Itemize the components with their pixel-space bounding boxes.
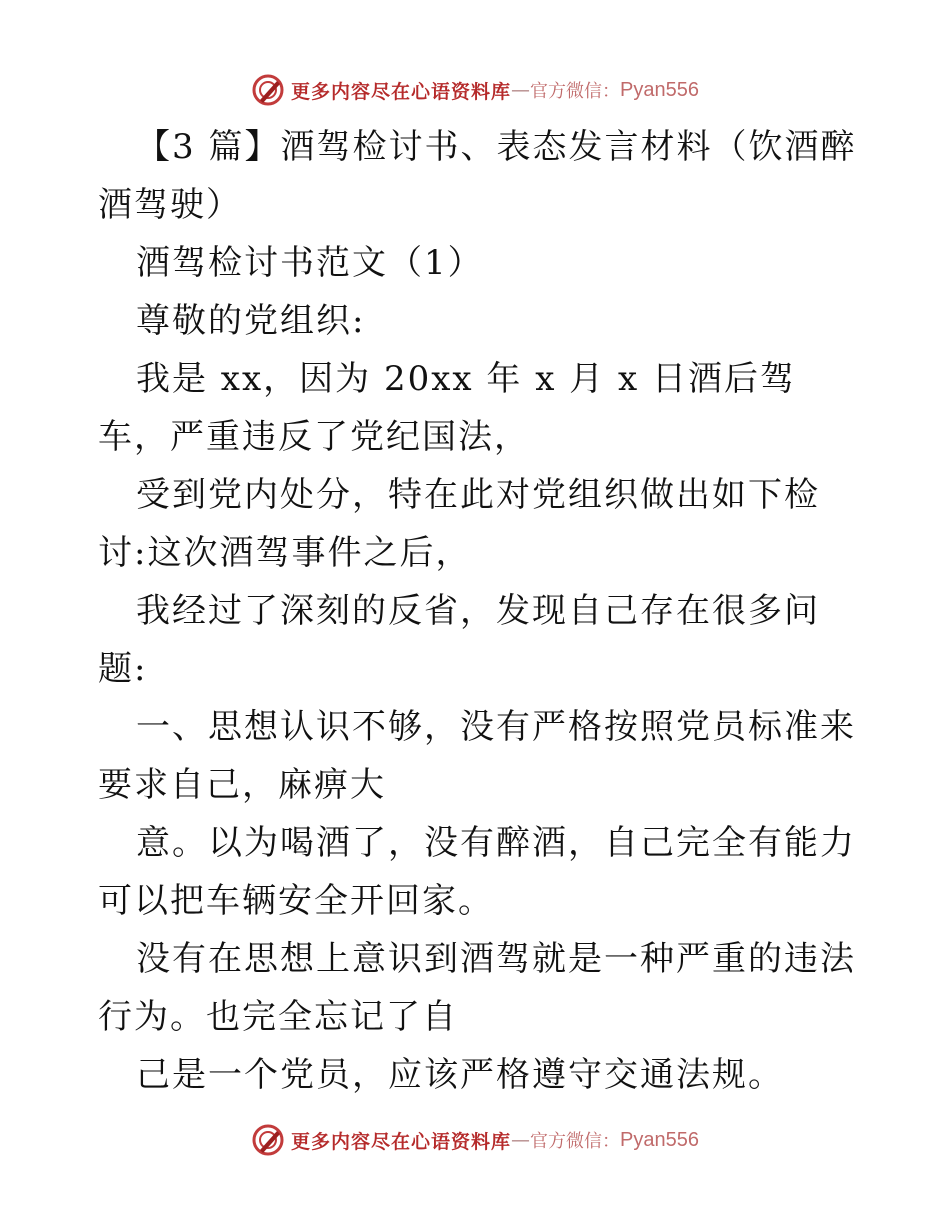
watermark-separator: —	[511, 1129, 531, 1151]
paragraph: 我经过了深刻的反省，发现自己存在很多问题:	[98, 591, 820, 689]
watermark-id: Pyan556	[620, 1128, 699, 1151]
document-title: 【3 篇】酒驾检讨书、表态发言材料（饮酒醉酒驾驶）	[98, 127, 857, 225]
paragraph: 意。以为喝酒了，没有醉酒，自己完全有能力可以把车辆安全开回家。	[98, 823, 856, 921]
paragraph: 没有在思想上意识到酒驾就是一种严重的违法行为。也完全忘记了自	[98, 939, 856, 1037]
pen-logo-icon	[251, 1123, 285, 1157]
watermark-brand: 更多内容尽在心语资料库	[291, 80, 512, 103]
footer-watermark	[0, 1120, 950, 1160]
header-watermark	[0, 70, 950, 110]
watermark-brand: 更多内容尽在心语资料库	[291, 1130, 512, 1153]
paragraph: 受到党内处分，特在此对党组织做出如下检讨:这次酒驾事件之后，	[98, 475, 820, 573]
watermark-id: Pyan556	[620, 78, 699, 101]
watermark-label: 官方微信：	[530, 81, 621, 102]
section-heading: 酒驾检讨书范文（1）	[136, 243, 484, 283]
watermark-label: 官方微信：	[530, 1131, 621, 1152]
paragraph: 己是一个党员，应该严格遵守交通法规。	[136, 1055, 784, 1095]
document-body	[98, 118, 858, 1104]
salutation: 尊敬的党组织:	[136, 301, 366, 341]
watermark-separator: —	[511, 79, 531, 101]
pen-logo-icon	[251, 73, 285, 107]
paragraph: 一、思想认识不够，没有严格按照党员标准来要求自己，麻痹大	[98, 707, 856, 805]
paragraph: 我是 xx，因为 20xx 年 x 月 x 日酒后驾车，严重违反了党纪国法，	[98, 359, 796, 457]
